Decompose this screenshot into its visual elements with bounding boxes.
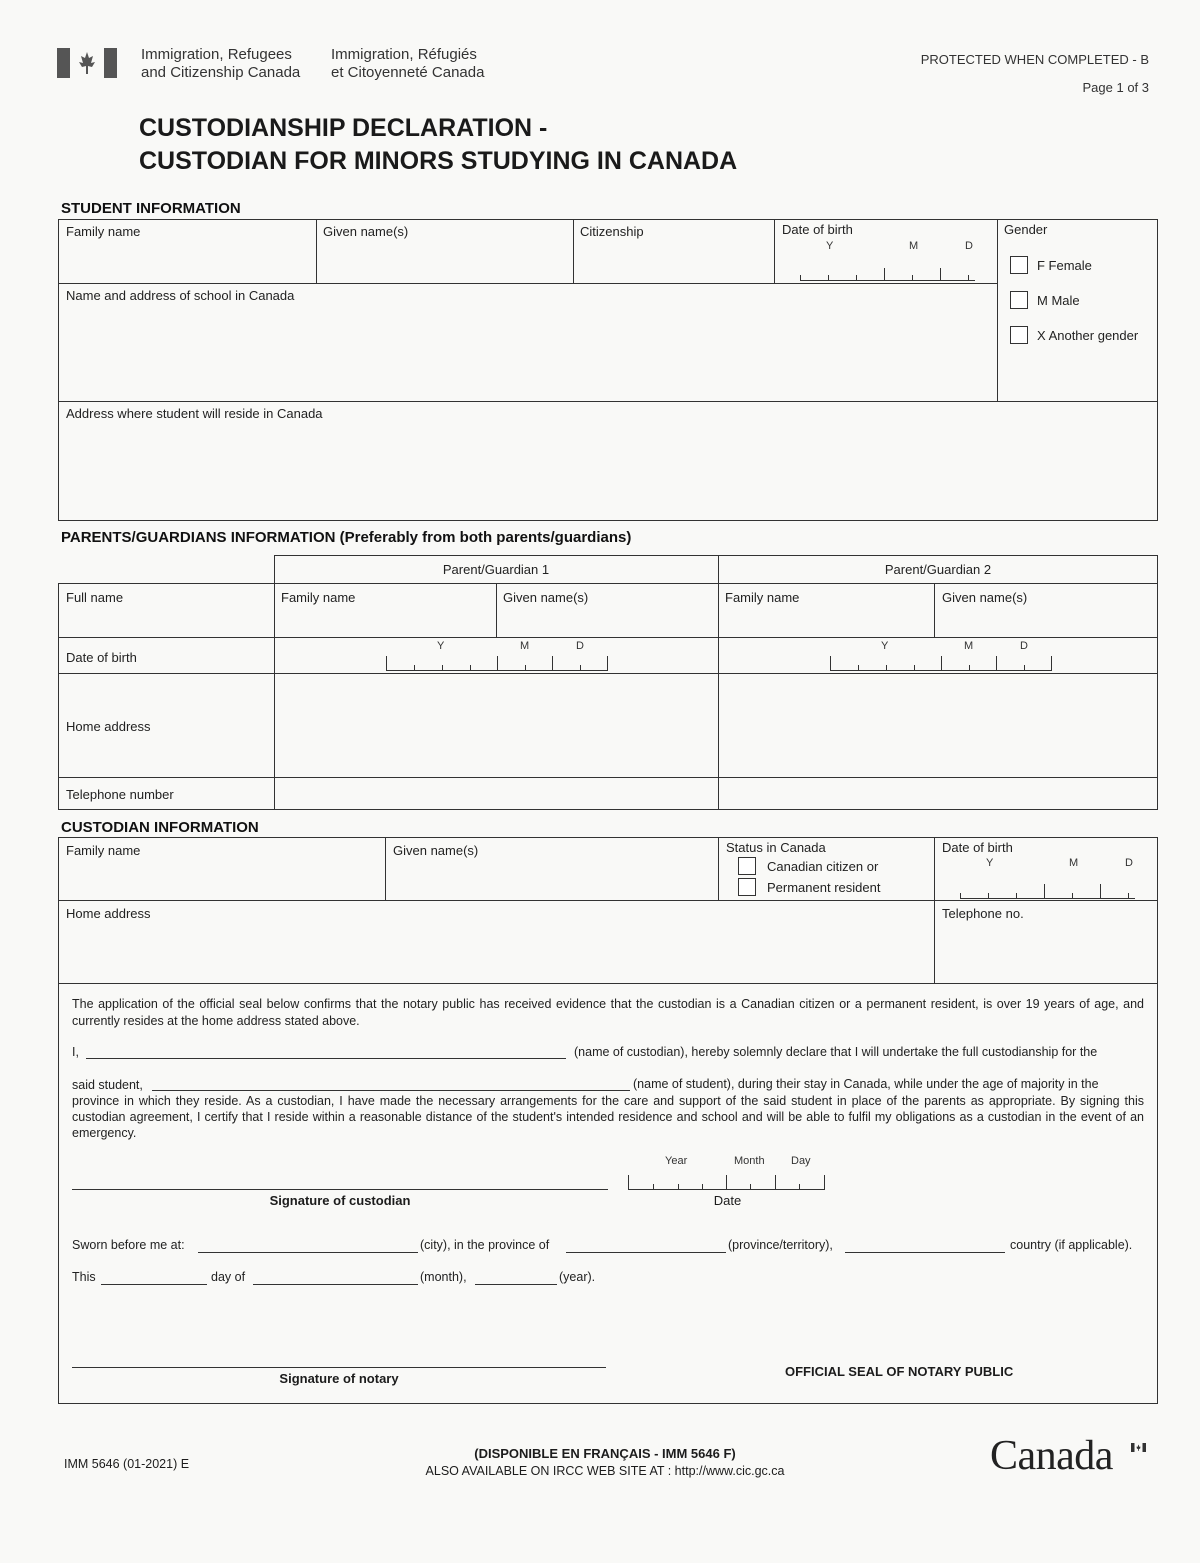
declaration-date-year-label: Year [665,1155,688,1167]
student-family-name-input[interactable] [60,242,314,282]
sworn-day-of-text: day of [211,1270,246,1284]
sworn-province-line[interactable] [566,1252,726,1253]
parents-dob-label: Date of birth [66,650,137,665]
school-address-label: Name and address of school in Canada [66,288,295,303]
government-flag-icon [57,48,117,78]
parents-heading-note: (Preferably from both parents/guardians) [339,529,632,546]
parent2-dob-y: Y [881,640,889,652]
student-residence-label: Address where student will reside in Canada [66,406,323,421]
sworn-this-label: This [72,1270,96,1284]
student-given-names-input[interactable] [318,242,571,282]
parent1-dob-y: Y [437,640,445,652]
parents-section-heading [61,529,631,546]
protected-label: PROTECTED WHEN COMPLETED - B [920,52,1149,67]
parent1-given-names-label: Given name(s) [503,590,589,605]
notary-signature-label: Signature of notary [279,1371,399,1386]
parent2-given-names-input[interactable] [936,606,1156,636]
declaration-said-student: said student, [72,1078,143,1092]
sworn-city-text: (city), in the province of [420,1238,550,1252]
student-section-heading: STUDENT INFORMATION [61,200,241,217]
custodian-given-names-input[interactable] [387,860,716,898]
sworn-before-label: Sworn before me at: [72,1238,185,1252]
gender-male-label: M Male [1037,293,1080,308]
department-name-en [141,46,300,82]
student-dob-input[interactable] [790,258,980,282]
gender-another-label: X Another gender [1037,328,1139,343]
parent2-telephone-input[interactable] [720,779,1156,808]
department-name-en-line1: Immigration, Refugees [141,46,292,63]
gender-another-checkbox[interactable] [1010,326,1028,344]
department-name-en-line2: and Citizenship Canada [141,64,301,81]
student-citizenship-label: Citizenship [580,224,644,239]
department-name-fr-line2: et Citoyenneté Canada [331,64,485,81]
parent1-family-name-input[interactable] [276,606,494,636]
parents-full-name-label: Full name [66,590,124,605]
parent1-dob-m: M [520,640,530,652]
status-resident-checkbox[interactable] [738,878,756,896]
status-resident-label: Permanent resident [767,880,881,895]
page-title-line1: CUSTODIANSHIP DECLARATION - [139,114,548,142]
parent2-home-address-input[interactable] [720,675,1156,775]
sworn-month-line[interactable] [253,1284,418,1285]
declaration-date-day-label: Day [791,1155,811,1167]
custodian-family-name-label: Family name [66,843,141,858]
page-title [139,112,737,178]
website-availability: ALSO AVAILABLE ON IRCC WEB SITE AT : http://www.cic.gc.ca [425,1464,785,1478]
department-name-fr-line1: Immigration, Réfugiés [331,46,477,63]
parent2-dob-m: M [964,640,974,652]
status-citizen-checkbox[interactable] [738,857,756,875]
notary-signature-line[interactable] [72,1367,606,1368]
student-gender-label: Gender [1004,222,1048,237]
student-dob-m: M [909,240,919,252]
declaration-body: province in which they reside. As a custodian, I have made the necessary arrangements for the care and support of the said student in place of the parents as appropriate. By signing this custodian agreement, I certify that I reside within a reasonable distance of the student's intended residence and school and will be able to fulfil my obligations as a custodian in the event of an emergency. [72,1094,1144,1140]
custodian-telephone-input[interactable] [936,923,1156,981]
parent2-header: Parent/Guardian 2 [884,562,992,577]
sworn-year-text: (year). [559,1270,596,1284]
parent2-family-name-input[interactable] [720,606,932,636]
parent1-given-names-input[interactable] [498,606,716,636]
custodian-given-names-label: Given name(s) [393,843,479,858]
custodian-dob-d: D [1125,857,1133,869]
custodian-signature-line[interactable] [72,1189,608,1190]
student-family-name-label: Family name [66,224,141,239]
parent2-given-names-label: Given name(s) [942,590,1028,605]
custodian-home-address-label: Home address [66,906,151,921]
page-title-line2: CUSTODIAN FOR MINORS STUDYING IN CANADA [139,147,738,175]
custodian-section-heading: CUSTODIAN INFORMATION [61,819,259,836]
gender-male-checkbox[interactable] [1010,291,1028,309]
declaration-custodian-name-text: (name of custodian), hereby solemnly declare that I will undertake the full custodianship for the [574,1045,1098,1059]
status-citizen-label: Canadian citizen or [767,859,879,874]
page-number: Page 1 of 3 [1082,80,1149,95]
parent1-dob-d: D [576,640,584,652]
sworn-country-text: country (if applicable). [1010,1238,1133,1252]
declaration-i: I, [72,1045,79,1059]
canada-wordmark-text: Canada [990,1433,1113,1479]
custodian-family-name-input[interactable] [60,860,383,898]
gender-female-label: F Female [1037,258,1092,273]
parent1-home-address-input[interactable] [276,675,716,775]
student-name-line[interactable] [152,1090,630,1091]
parent2-dob-input[interactable] [824,650,1064,672]
declaration-date-input[interactable] [625,1172,830,1192]
declaration-student-name-text: (name of student), during their stay in Canada, while under the age of majority in the [633,1077,1099,1091]
french-availability: (DISPONIBLE EN FRANÇAIS - IMM 5646 F) [474,1446,736,1461]
custodian-status-label: Status in Canada [726,840,826,855]
sworn-city-line[interactable] [198,1252,418,1253]
student-dob-d: D [965,240,973,252]
student-dob-label: Date of birth [782,222,853,237]
custodian-dob-y: Y [986,857,994,869]
department-name-fr [331,46,484,82]
school-address-input[interactable] [60,306,995,399]
custodian-dob-input[interactable] [955,876,1145,900]
sworn-province-text: (province/territory), [728,1238,833,1252]
parents-telephone-label: Telephone number [66,787,174,802]
student-given-names-label: Given name(s) [323,224,409,239]
canada-wordmark [990,1430,1160,1482]
parent2-dob-d: D [1020,640,1028,652]
seal-confirmation-note: The application of the official seal below confirms that the notary public has received evidence that the custodian is a Canadian citizen or a permanent resident, is over 19 years of age, and currently resides at the home address stated above. [72,997,1144,1028]
parents-heading-text: PARENTS/GUARDIANS INFORMATION [61,529,336,546]
declaration-date-month-label: Month [734,1155,765,1167]
custodian-dob-m: M [1069,857,1079,869]
sworn-country-line[interactable] [845,1252,1005,1253]
student-residence-input[interactable] [60,424,1155,518]
parent1-telephone-input[interactable] [276,779,716,808]
custodian-signature-label: Signature of custodian [269,1193,411,1208]
custodian-home-address-input[interactable] [60,923,932,981]
declaration-date-label: Date [713,1193,742,1208]
custodian-dob-label: Date of birth [942,840,1013,855]
parent1-dob-input[interactable] [380,650,620,672]
parents-home-address-label: Home address [66,719,151,734]
custodian-telephone-label: Telephone no. [942,906,1024,921]
parent1-family-name-label: Family name [281,590,356,605]
parent1-header: Parent/Guardian 1 [442,562,550,577]
notary-seal-label: OFFICIAL SEAL OF NOTARY PUBLIC [785,1364,1014,1379]
form-id: IMM 5646 (01-2021) E [64,1457,190,1471]
sworn-month-text: (month), [420,1270,467,1284]
student-dob-y: Y [826,240,834,252]
sworn-day-line[interactable] [101,1284,207,1285]
student-citizenship-input[interactable] [575,242,772,282]
sworn-year-line[interactable] [475,1284,557,1285]
gender-female-checkbox[interactable] [1010,256,1028,274]
parent2-family-name-label: Family name [725,590,800,605]
canada-flag-icon [1131,1439,1146,1448]
custodian-name-line[interactable] [86,1058,566,1059]
